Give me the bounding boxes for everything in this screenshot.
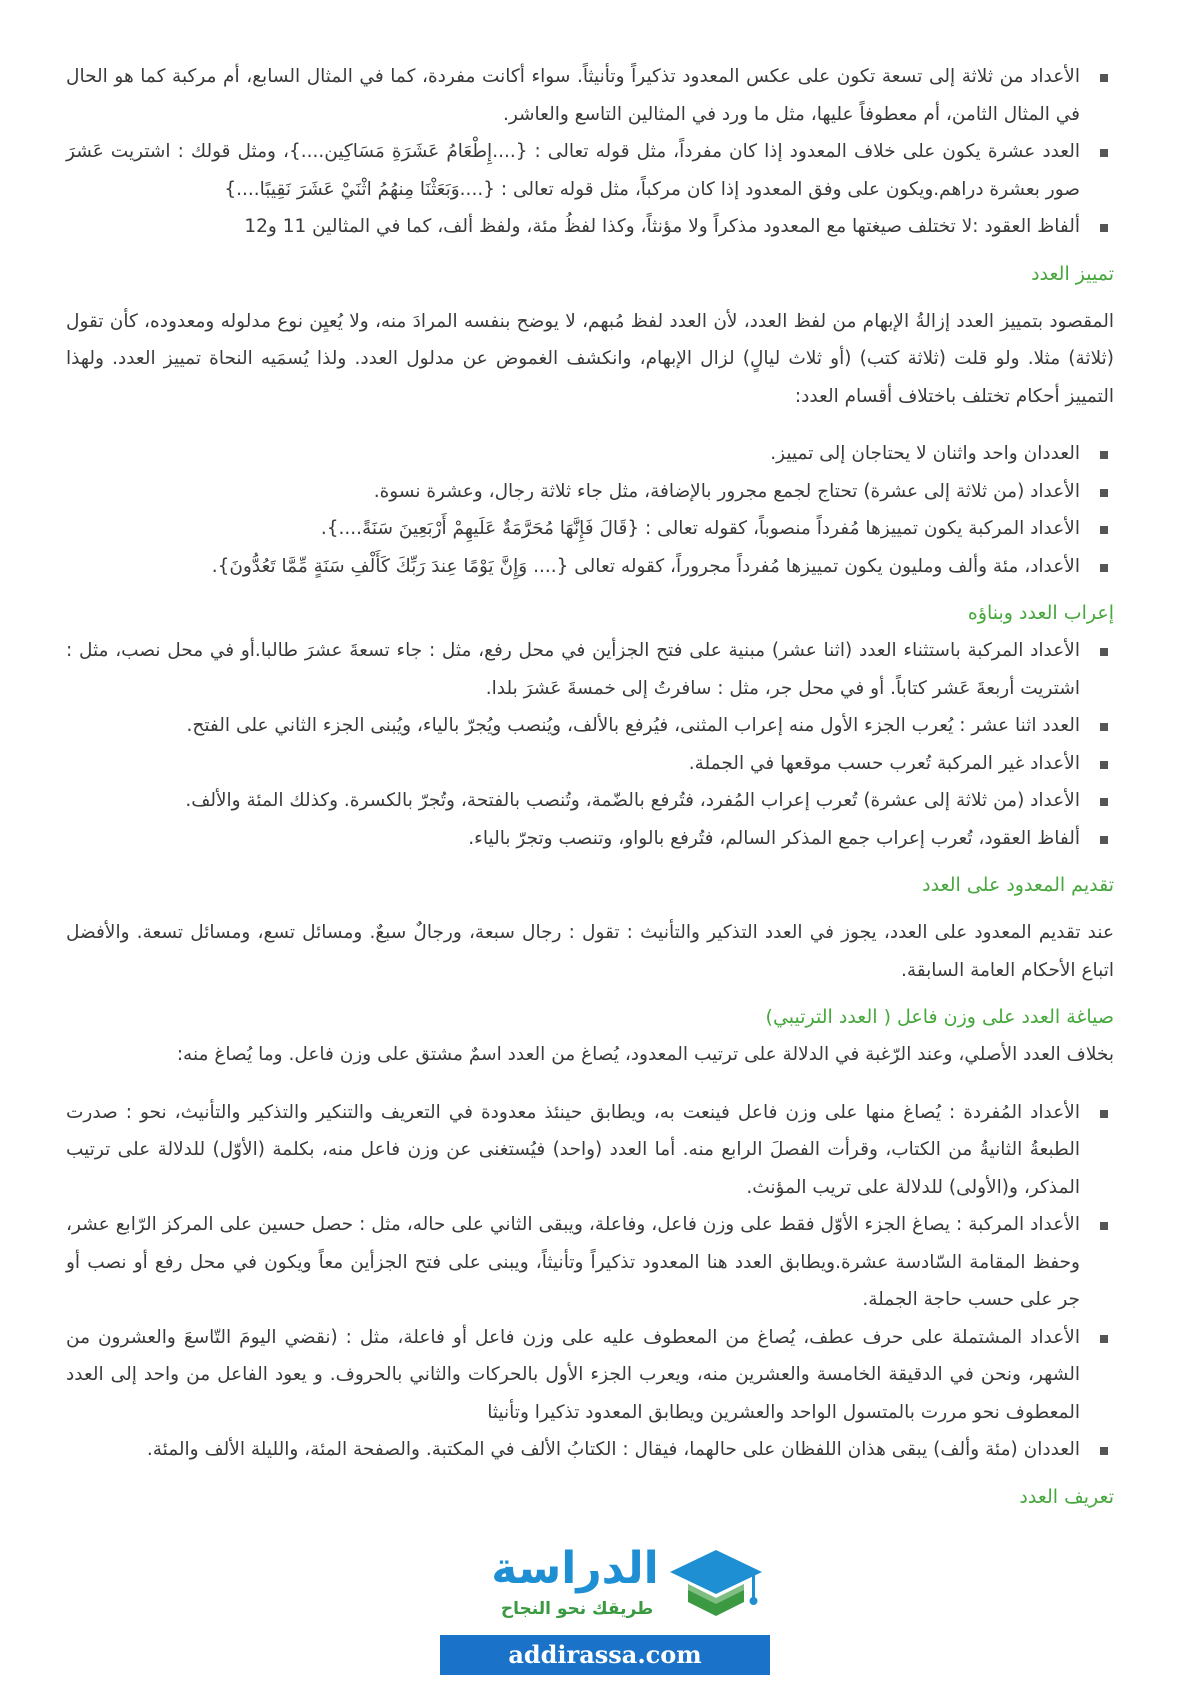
intro-list (66, 58, 1114, 246)
paragraph-siyagha: بخلاف العدد الأصلي، وعند الرّغبة في الدلالة على ترتيب المعدود، يُصاغ من العدد اسمٌ مشتق على وزن فاعل. وما يُصاغ منه: (176, 1044, 1114, 1065)
paragraph-tamyeez: المقصود بتمييز العدد إزالةُ الإبهام من لفظ العدد، لأن العدد لفظ مُبهم، لا يوضح بنفسه المرادَ منه، ولا يُعيِن نوع مدلوله ومعدوده، كأن تقول (ثلاثة) مثلا. ولو قلت (ثلاثة كتب) (أو ثلاث ليالٍ) لزال الإبهام، وانكشف الغموض عن مدلول العدد. ولذا يُسمَيه النحاة تمييز العدد. ولهذا التمييز أحكام تختلف باختلاف أقسام العدد: (66, 310, 1114, 407)
paragraph-taqdeem: عند تقديم المعدود على العدد، يجوز في العدد التذكير والتأنيث : تقول : رجال سبعة، ورجالٌ سبعٌ. ومسائل تسع، ومسائل تسعة. والأفضل اتباع الأحكام العامة السابقة. (66, 922, 1114, 981)
section-heading-irab: إعراب العدد وبناؤه (967, 602, 1114, 624)
section-heading-tareef: تعريف العدد (1019, 1485, 1114, 1508)
list-item: الأعداد المُفردة : يُصاغ منها على وزن فاعل فينعت به، ويطابق حينئذ معدودة في التعريف والتنكير والتذكير والتأنيث، نحو : صدرت الطبعةُ الثانيةُ من الكتاب، وقرأت الفصلَ الرابع منه. أما العدد (واحد) فيُستغنى عن وزن فاعل منه، بكلمة (الأوّل) للدلالة على ترتيب المذكر، و(الأولى) للدلالة على تريب المؤنث. (66, 1094, 1114, 1207)
list-item: الأعداد المشتملة على حرف عطف، يُصاغ من المعطوف عليه على وزن فاعل أو فاعلة، مثل : (نقضي اليومَ التّاسعَ والعشرون من الشهر، ونحن في الدقيقة الخامسة والعشرين منه، ويعرب الجزء الأول بالحركات والثاني بالحروف. و يعود الفاعل من واحد إلى العدد المعطوف نحو مررت بالمتسول الواحد والعشرين ويطابق المعدود تذكيرا وتأنيثا (66, 1319, 1114, 1432)
siyagha-list (66, 1094, 1114, 1469)
logo-header (440, 1540, 770, 1630)
section-heading-siyagha: صياغة العدد على وزن فاعل ( العدد الترتيبي) (765, 1006, 1114, 1028)
list-item: الأعداد (من ثلاثة إلى عشرة) تحتاج لجمع مجرور بالإضافة، مثل جاء ثلاثة رجال، وعشرة نسوة. (66, 473, 1114, 511)
site-logo[interactable] (440, 1540, 770, 1684)
list-item: العددان (مئة وألف) يبقى هذان اللفظان على حالهما، فيقال : الكتابُ الألف في المكتبة. والصفحة المئة، والليلة الألف والمئة. (66, 1431, 1114, 1469)
article-body (66, 58, 1114, 1516)
list-item: ألفاظ العقود، تُعرب إعراب جمع المذكر السالم، فتُرفع بالواو، وتنصب وتجرّ بالياء. (66, 820, 1114, 858)
section-heading-tamyeez: تمييز العدد (1031, 262, 1114, 285)
list-item: الأعداد، مئة وألف ومليون يكون تمييزها مُفرداً مجروراً، كقوله تعالى {.... وَإِنَّ يَوْمًا عِندَ رَبِّكَ كَأَلْفِ سَنَةٍ مِّمَّا تَعُدُّونَ}. (66, 548, 1114, 586)
list-item: العدد اثنا عشر : يُعرب الجزء الأول منه إعراب المثنى، فيُرفع بالألف، ويُنصب ويُجرّ بالياء، ويُبنى الجزء الثاني على الفتح. (66, 707, 1114, 745)
section-heading-taqdeem: تقديم المعدود على العدد (922, 874, 1114, 896)
logo-brand-text: الدراسة (491, 1543, 659, 1594)
logo-tagline: طريقك نحو النجاح (500, 1599, 654, 1619)
graduation-cap-icon (666, 1546, 766, 1626)
tamyeez-list (66, 435, 1114, 585)
list-item: الأعداد من ثلاثة إلى تسعة تكون على عكس المعدود تذكيراً وتأنيثاً. سواء أكانت مفردة، كما في المثال السابع، أم مركبة كما هو الحال في المثال الثامن، أم معطوفاً عليها، مثل ما ورد في المثالين التاسع والعاشر. (66, 58, 1114, 133)
list-item: الأعداد غير المركبة تُعرب حسب موقعها في الجملة. (66, 745, 1114, 783)
list-item: الأعداد المركبة يكون تمييزها مُفرداً منصوباً، كقوله تعالى : {قَالَ فَإِنَّهَا مُحَرَّمَةٌ عَلَيهِمْ أَرْبَعِينَ سَنَةً....}. (66, 510, 1114, 548)
list-item: الأعداد (من ثلاثة إلى عشرة) تُعرب إعراب المُفرد، فتُرفع بالضّمة، وتُنصب بالفتحة، وتُجرّ بالكسرة. وكذلك المئة والألف. (66, 782, 1114, 820)
list-item: العددان واحد واثنان لا يحتاجان إلى تمييز. (66, 435, 1114, 473)
irab-list (66, 632, 1114, 857)
list-item: الأعداد المركبة : يصاغ الجزء الأوّل فقط على وزن فاعل، وفاعلة، ويبقى الثاني على حاله، مثل : حصل حسين على المركز الرّابع عشر، وحفظ المقامة السّادسة عشرة.ويطابق العدد هنا المعدود تذكيراً وتأنيثاً، ويبنى على فتح الجزأين معاً ويكون في محل رفع أو نصب أو جر على حسب حاجة الجملة. (66, 1206, 1114, 1319)
list-item: الأعداد المركبة باستثناء العدد (اثنا عشر) مبنية على فتح الجزأين في محل رفع، مثل : جاء تسعةَ عشرَ طالبا.أو في محل نصب، مثل : اشتريت أربعةَ عَشر كتاباً. أو في محل جر، مثل : سافرتُ إلى خمسةَ عَشرَ بلدا. (66, 632, 1114, 707)
list-item: العدد عشرة يكون على خلاف المعدود إذا كان مفرداً، مثل قوله تعالى : {....إِطْعَامُ عَشَرَةِ مَسَاكِين....}، ومثل قولك : اشتريت عَشرَ صور بعشرة دراهم.ويكون على وفق المعدود إذا كان مركباً، مثل قوله تعالى : {....وَبَعَثْنَا مِنهُمُ اثْنَيْ عَشَرَ نَقِيبًا....} (66, 133, 1114, 208)
logo-site-url: addirassa.com (440, 1635, 770, 1675)
list-item: ألفاظ العقود :لا تختلف صيغتها مع المعدود مذكراً ولا مؤنثاً، وكذا لفظُ مئة، ولفظ ألف، كما في المثالين 11 و12 (66, 208, 1114, 246)
